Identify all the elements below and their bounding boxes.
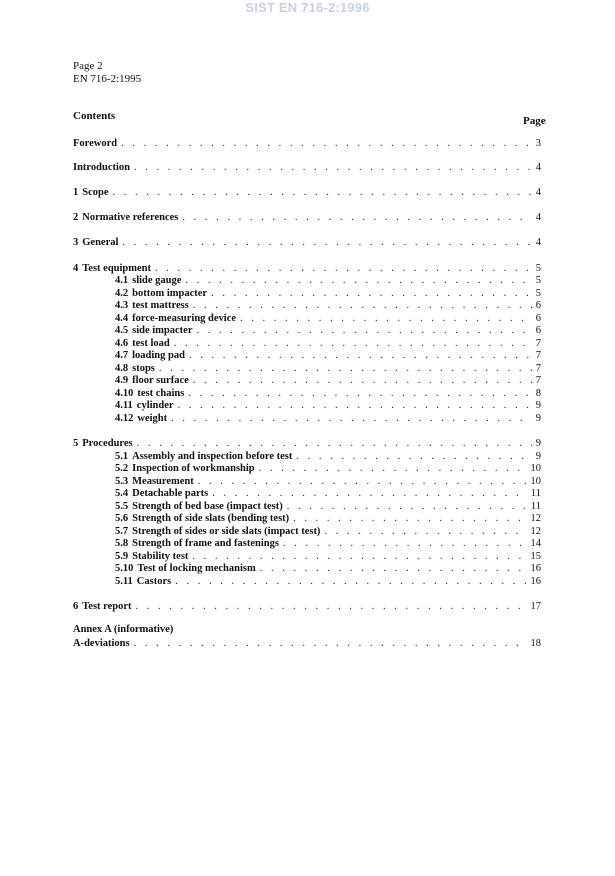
toc-title: Detachable parts xyxy=(132,488,209,499)
page-column-heading: Page xyxy=(523,115,546,127)
toc-title: weight xyxy=(137,413,168,424)
toc-page: 4 xyxy=(535,162,541,173)
toc-subentry[interactable] xyxy=(115,274,541,287)
dot-leader xyxy=(283,537,527,550)
toc-page: 4 xyxy=(535,187,541,198)
toc-title: Test of locking mechanism xyxy=(137,563,256,574)
toc-title: force-measuring device xyxy=(132,313,237,324)
toc-entry[interactable] xyxy=(73,186,541,199)
toc-number: 4.9 xyxy=(115,375,129,386)
toc-number: 4.11 xyxy=(115,400,133,411)
toc-number: 5.8 xyxy=(115,538,129,549)
toc-title: Introduction xyxy=(73,162,130,173)
toc-number: 4 xyxy=(73,263,79,274)
toc-entry[interactable] xyxy=(73,211,541,224)
dot-leader xyxy=(113,186,532,199)
dot-leader xyxy=(197,324,532,337)
annex-heading: Annex A (informative) xyxy=(73,624,174,635)
toc-title: Scope xyxy=(82,187,109,198)
toc-page: 7 xyxy=(535,350,541,361)
toc-page: 9 xyxy=(535,400,541,411)
toc-subentry[interactable] xyxy=(115,487,541,500)
toc-title: loading pad xyxy=(132,350,185,361)
toc-number: 2 xyxy=(73,212,79,223)
toc-number: 4.1 xyxy=(115,275,129,286)
toc-entry[interactable] xyxy=(73,236,541,249)
toc-page: 7 xyxy=(535,375,541,386)
toc-title: slide gauge xyxy=(132,275,182,286)
toc-subentry[interactable] xyxy=(115,462,541,475)
toc-number: 5.1 xyxy=(115,451,129,462)
toc-title: Test equipment xyxy=(82,263,151,274)
dot-leader xyxy=(189,349,532,362)
toc-subentry[interactable] xyxy=(115,412,541,425)
toc-page: 6 xyxy=(535,313,541,324)
toc-title: bottom impacter xyxy=(132,288,208,299)
toc-subentry[interactable] xyxy=(115,299,541,312)
dot-leader xyxy=(175,575,526,588)
toc-page: 7 xyxy=(535,338,541,349)
toc-title: Strength of sides or side slats (impact test) xyxy=(132,526,321,537)
toc-number: 5.9 xyxy=(115,551,129,562)
toc-number: 5.4 xyxy=(115,488,129,499)
dot-leader xyxy=(212,487,527,500)
toc-page: 3 xyxy=(535,138,541,149)
toc-number: 5.2 xyxy=(115,463,129,474)
toc-number: 4.7 xyxy=(115,350,129,361)
dot-leader xyxy=(134,637,527,650)
toc-number: 4.4 xyxy=(115,313,129,324)
toc-subentry[interactable] xyxy=(115,512,541,525)
dot-leader xyxy=(182,211,531,224)
toc-page: 6 xyxy=(535,325,541,336)
toc-number: 4.12 xyxy=(115,413,134,424)
toc-page: 16 xyxy=(530,576,541,587)
toc-entry[interactable] xyxy=(73,600,541,613)
toc-page: 8 xyxy=(535,388,541,399)
toc-page: 12 xyxy=(530,526,541,537)
toc-title: Inspection of workmanship xyxy=(132,463,255,474)
toc-title: cylinder xyxy=(136,400,174,411)
toc-number: 6 xyxy=(73,601,79,612)
toc-title: Stability test xyxy=(132,551,189,562)
toc-page: 5 xyxy=(535,263,541,274)
dot-leader xyxy=(193,299,532,312)
toc-subentry[interactable] xyxy=(115,324,541,337)
toc-entry-annex[interactable] xyxy=(73,637,541,650)
toc-title: Procedures xyxy=(82,438,133,449)
toc-page: 15 xyxy=(530,551,541,562)
toc-number: 4.2 xyxy=(115,288,129,299)
toc-number: 1 xyxy=(73,187,79,198)
document-id: EN 716-2:1995 xyxy=(73,73,142,85)
toc-page: 9 xyxy=(535,451,541,462)
toc-number: 4.5 xyxy=(115,325,129,336)
page-number: Page 2 xyxy=(73,60,103,72)
toc-number: 5.7 xyxy=(115,526,129,537)
toc-title: Strength of frame and fastenings xyxy=(132,538,279,549)
toc-number: 5.10 xyxy=(115,563,134,574)
contents-heading: Contents xyxy=(73,110,116,122)
toc-page: 9 xyxy=(535,413,541,424)
toc-title: Normative references xyxy=(82,212,179,223)
toc-page: 16 xyxy=(530,563,541,574)
toc-title: side impacter xyxy=(132,325,193,336)
toc-page: 12 xyxy=(530,513,541,524)
toc-entry[interactable] xyxy=(73,137,541,150)
toc-page: 4 xyxy=(535,237,541,248)
dot-leader xyxy=(178,399,532,412)
toc-entry[interactable] xyxy=(73,437,541,450)
toc-page: 11 xyxy=(530,501,541,512)
toc-title: test chains xyxy=(137,388,185,399)
toc-title: test load xyxy=(132,338,170,349)
dot-leader xyxy=(137,437,532,450)
toc-page: 10 xyxy=(530,463,541,474)
toc-title: Assembly and inspection before test xyxy=(132,451,293,462)
toc-title: Foreword xyxy=(73,138,118,149)
toc-title: stops xyxy=(132,363,155,374)
dot-leader xyxy=(185,274,531,287)
toc-title: Test report xyxy=(82,601,132,612)
toc-number: 5.3 xyxy=(115,476,129,487)
toc-number: 3 xyxy=(73,237,79,248)
dot-leader xyxy=(136,600,527,613)
toc-page: 5 xyxy=(535,288,541,299)
toc-title: Measurement xyxy=(132,476,194,487)
toc-page: 4 xyxy=(535,212,541,223)
toc-title: Strength of side slats (bending test) xyxy=(132,513,290,524)
toc-number: 5.6 xyxy=(115,513,129,524)
toc-number: 4.10 xyxy=(115,388,134,399)
toc-page: 6 xyxy=(535,300,541,311)
toc-number: 4.3 xyxy=(115,300,129,311)
toc-title: A-deviations xyxy=(73,638,130,649)
toc-subentry[interactable] xyxy=(115,575,541,588)
toc-page: 5 xyxy=(535,275,541,286)
toc-title: Strength of bed base (impact test) xyxy=(132,501,283,512)
toc-number: 5 xyxy=(73,438,79,449)
toc-page: 17 xyxy=(530,601,541,612)
toc-number: 5.11 xyxy=(115,576,133,587)
toc-page: 10 xyxy=(530,476,541,487)
toc-title: floor surface xyxy=(132,375,189,386)
toc-page: 14 xyxy=(530,538,541,549)
dot-leader xyxy=(171,412,532,425)
toc-title: test mattress xyxy=(132,300,189,311)
dot-leader xyxy=(260,562,527,575)
dot-leader xyxy=(259,462,527,475)
toc-subentry[interactable] xyxy=(115,374,541,387)
toc-number: 4.8 xyxy=(115,363,129,374)
toc-number: 5.5 xyxy=(115,501,129,512)
toc-entry[interactable] xyxy=(73,161,541,174)
watermark: SIST EN 716-2:1996 xyxy=(245,0,370,15)
toc-title: Castors xyxy=(136,576,172,587)
toc-subentry[interactable] xyxy=(115,399,541,412)
dot-leader xyxy=(121,137,532,150)
toc-page: 7 xyxy=(535,363,541,374)
toc-subentry[interactable] xyxy=(115,349,541,362)
toc-subentry[interactable] xyxy=(115,537,541,550)
dot-leader xyxy=(293,512,526,525)
toc-title: General xyxy=(82,237,119,248)
toc-subentry[interactable] xyxy=(115,562,541,575)
dot-leader xyxy=(134,161,532,174)
toc-page: 9 xyxy=(535,438,541,449)
toc-page: 18 xyxy=(530,638,541,649)
dot-leader xyxy=(193,374,532,387)
dot-leader xyxy=(122,236,531,249)
toc-page: 11 xyxy=(530,488,541,499)
toc-number: 4.6 xyxy=(115,338,129,349)
